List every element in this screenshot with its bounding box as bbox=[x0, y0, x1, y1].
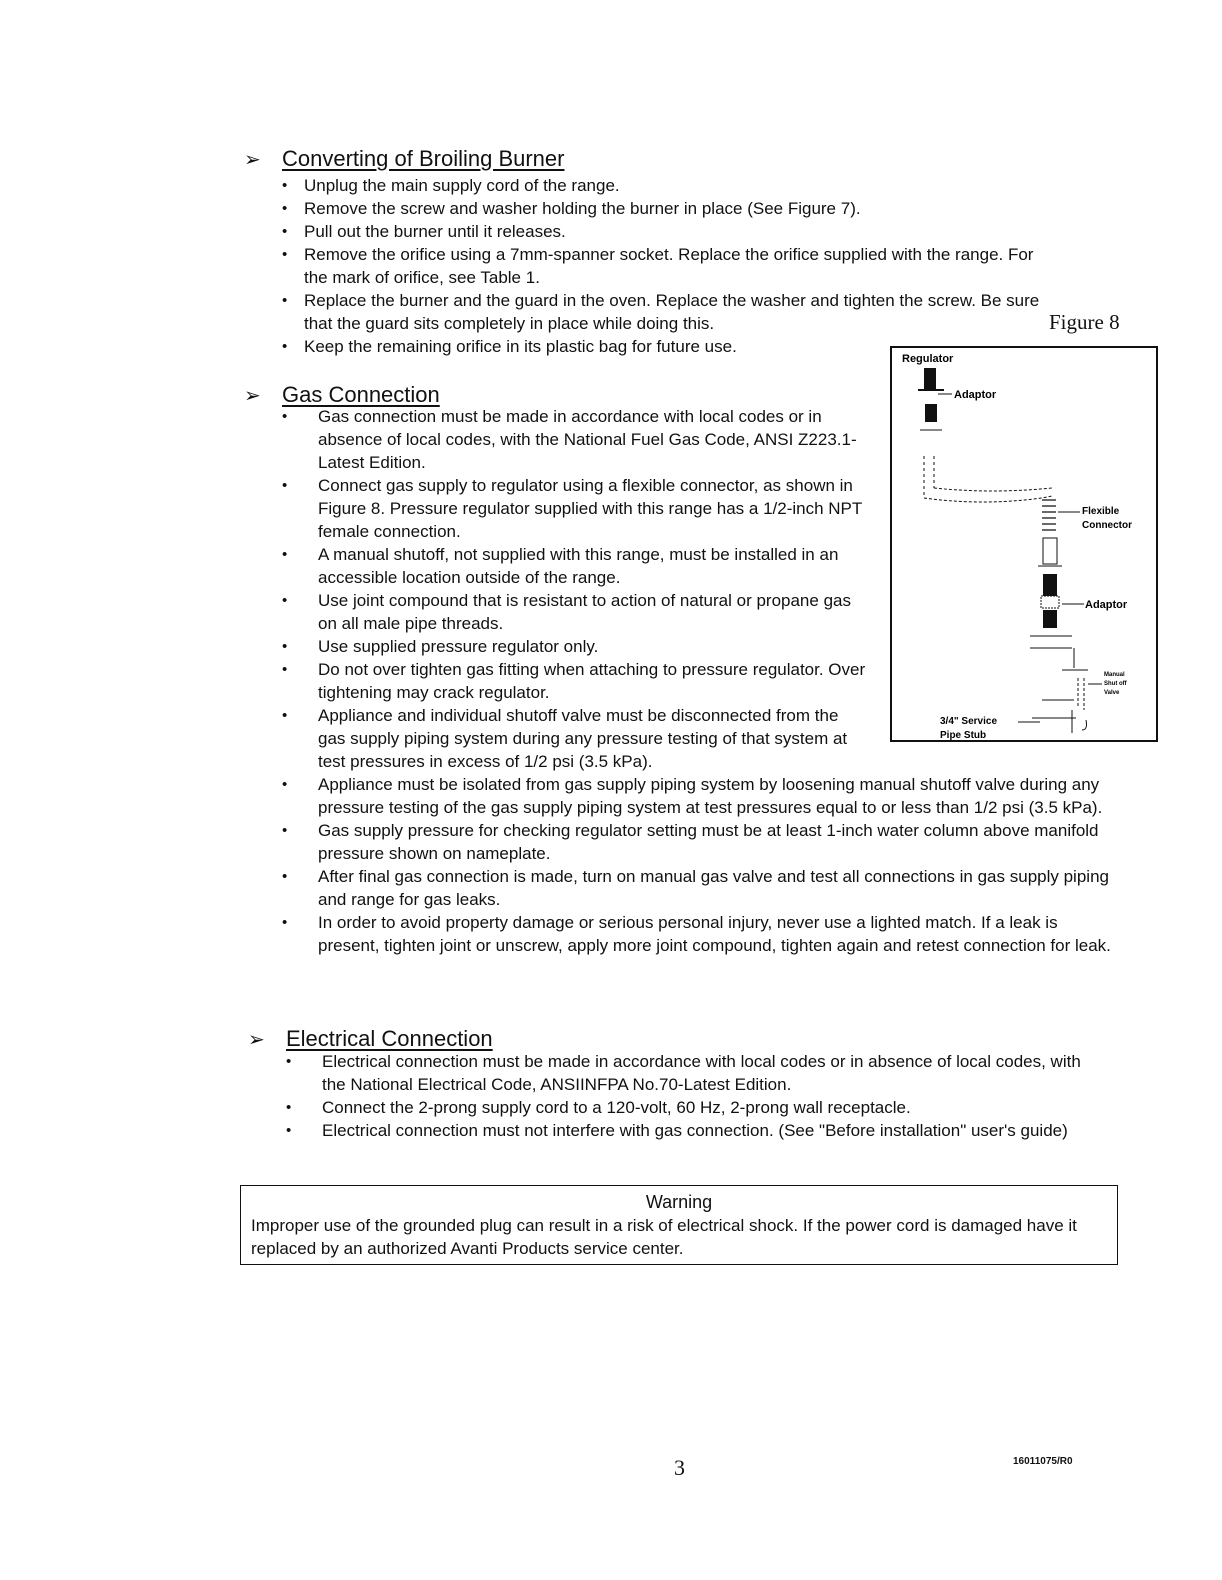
bullet-icon: • bbox=[282, 822, 288, 839]
bullet-icon: • bbox=[282, 776, 288, 793]
bullet-icon: • bbox=[282, 638, 288, 655]
list-item: • Appliance and individual shutoff valve must be disconnected from the gas supply piping system during any pressure testing of that system at test pressures in excess of 1/2 psi (3.5 kPa). bbox=[282, 706, 848, 771]
bullet-icon: • bbox=[282, 200, 288, 217]
document-code: 16011075/R0 bbox=[1013, 1456, 1073, 1467]
bullet-icon: • bbox=[282, 408, 288, 425]
bullet-icon: • bbox=[286, 1099, 292, 1116]
electrical-list bbox=[286, 1050, 1106, 1142]
label-regulator: Regulator bbox=[902, 353, 954, 365]
list-item: • In order to avoid property damage or serious personal injury, never use a lighted match. If a leak is present, tighten joint or unscrew, apply more joint compound, tighten again and retest connection for leak. bbox=[282, 913, 1111, 955]
heading-text: Electrical Connection bbox=[286, 1026, 493, 1051]
arrow-bullet-icon: ➢ bbox=[244, 148, 261, 171]
arrow-bullet-icon: ➢ bbox=[248, 1028, 265, 1051]
list-item: • Use joint compound that is resistant to action of natural or propane gas on all male pipe threads. bbox=[282, 591, 851, 633]
list-item: • Connect gas supply to regulator using a flexible connector, as shown in Figure 8. Pressure regulator supplied with this range has a 1/2-inch NPT female connection. bbox=[282, 476, 862, 541]
label-shut-off: Shut off bbox=[1104, 681, 1127, 687]
warning-text: Improper use of the grounded plug can result in a risk of electrical shock. If the power cord is damaged have it replaced by an authorized Avanti Products service center. bbox=[251, 1216, 1077, 1258]
bullet-icon: • bbox=[282, 477, 288, 494]
bullet-icon: • bbox=[282, 592, 288, 609]
bullet-icon: • bbox=[282, 707, 288, 724]
list-item: • Pull out the burner until it releases. bbox=[282, 222, 566, 241]
heading-text: Converting of Broiling Burner bbox=[282, 146, 565, 171]
warning-box bbox=[240, 1185, 1118, 1265]
bullet-icon: • bbox=[282, 868, 288, 885]
bullet-icon: • bbox=[282, 246, 288, 263]
list-item: • Gas supply pressure for checking regulator setting must be at least 1-inch water column above manifold pressure shown on nameplate. bbox=[282, 821, 1099, 863]
regulator-shape bbox=[924, 368, 936, 390]
bullet-icon: • bbox=[286, 1053, 292, 1070]
heading-broiling-burner bbox=[244, 146, 564, 172]
bullet-icon: • bbox=[286, 1122, 292, 1139]
list-item: • Replace the burner and the guard in the oven. Replace the washer and tighten the screw. Be sure that the guard sits completely in place while doing this. bbox=[282, 291, 1040, 333]
list-item: • After final gas connection is made, turn on manual gas valve and test all connections in gas supply piping and range for gas leaks. bbox=[282, 867, 1109, 909]
label-valve: Valve bbox=[1104, 690, 1120, 696]
list-item: • Use supplied pressure regulator only. bbox=[282, 637, 599, 656]
bullet-icon: • bbox=[282, 546, 288, 563]
list-item: • Do not over tighten gas fitting when attaching to pressure regulator. Over tightening may crack regulator. bbox=[282, 660, 866, 702]
bullet-icon: • bbox=[282, 914, 288, 931]
list-item: • Electrical connection must not interfere with gas connection. (See "Before installation" user's guide) bbox=[286, 1121, 1068, 1140]
label-flexible: Flexible bbox=[1082, 506, 1120, 517]
list-item: • Remove the screw and washer holding the burner in place (See Figure 7). bbox=[282, 199, 861, 218]
heading-text: Gas Connection bbox=[282, 382, 440, 407]
warning-title: Warning bbox=[645, 1192, 713, 1212]
heading-electrical-connection bbox=[248, 1026, 493, 1052]
label-service: 3/4" Service bbox=[940, 716, 998, 727]
list-item: • Gas connection must be made in accordance with local codes or in absence of local codes, with the National Fuel Gas Code, ANSI Z223.1-Latest Edition. bbox=[282, 407, 857, 472]
list-item: • A manual shutoff, not supplied with this range, must be installed in an accessible location outside of the range. bbox=[282, 545, 839, 587]
label-manual: Manual bbox=[1104, 672, 1125, 678]
label-adaptor-top: Adaptor bbox=[954, 389, 997, 401]
list-item: • Remove the orifice using a 7mm-spanner socket. Replace the orifice supplied with the range. For the mark of orifice, see Table 1. bbox=[282, 245, 1034, 287]
bullet-icon: • bbox=[282, 661, 288, 678]
list-item: • Connect the 2-prong supply cord to a 120-volt, 60 Hz, 2-prong wall receptacle. bbox=[286, 1098, 911, 1117]
bullet-icon: • bbox=[282, 292, 288, 309]
bullet-icon: • bbox=[282, 177, 288, 194]
arrow-bullet-icon: ➢ bbox=[244, 384, 261, 407]
list-item: • Appliance must be isolated from gas supply piping system by loosening manual shutoff valve during any pressure testing of the gas supply piping system at test pressures equal to or less than 1/2 psi (3.5 kPa). bbox=[282, 775, 1103, 817]
list-item: • Unplug the main supply cord of the range. bbox=[282, 176, 620, 195]
page-number: 3 bbox=[674, 1455, 685, 1480]
bullet-icon: • bbox=[282, 223, 288, 240]
list-item: • Electrical connection must be made in accordance with local codes or in absence of local codes, with the National Electrical Code, ANSIINFPA No.70-Latest Edition. bbox=[286, 1052, 1081, 1094]
label-adaptor-mid: Adaptor bbox=[1085, 599, 1128, 611]
label-pipe-stub: Pipe Stub bbox=[940, 730, 987, 740]
label-connector: Connector bbox=[1082, 520, 1132, 531]
figure-title: Figure 8 bbox=[1049, 310, 1120, 334]
bullet-icon: • bbox=[282, 338, 288, 355]
list-item: • Keep the remaining orifice in its plastic bag for future use. bbox=[282, 337, 737, 356]
broil-list bbox=[282, 174, 1072, 358]
